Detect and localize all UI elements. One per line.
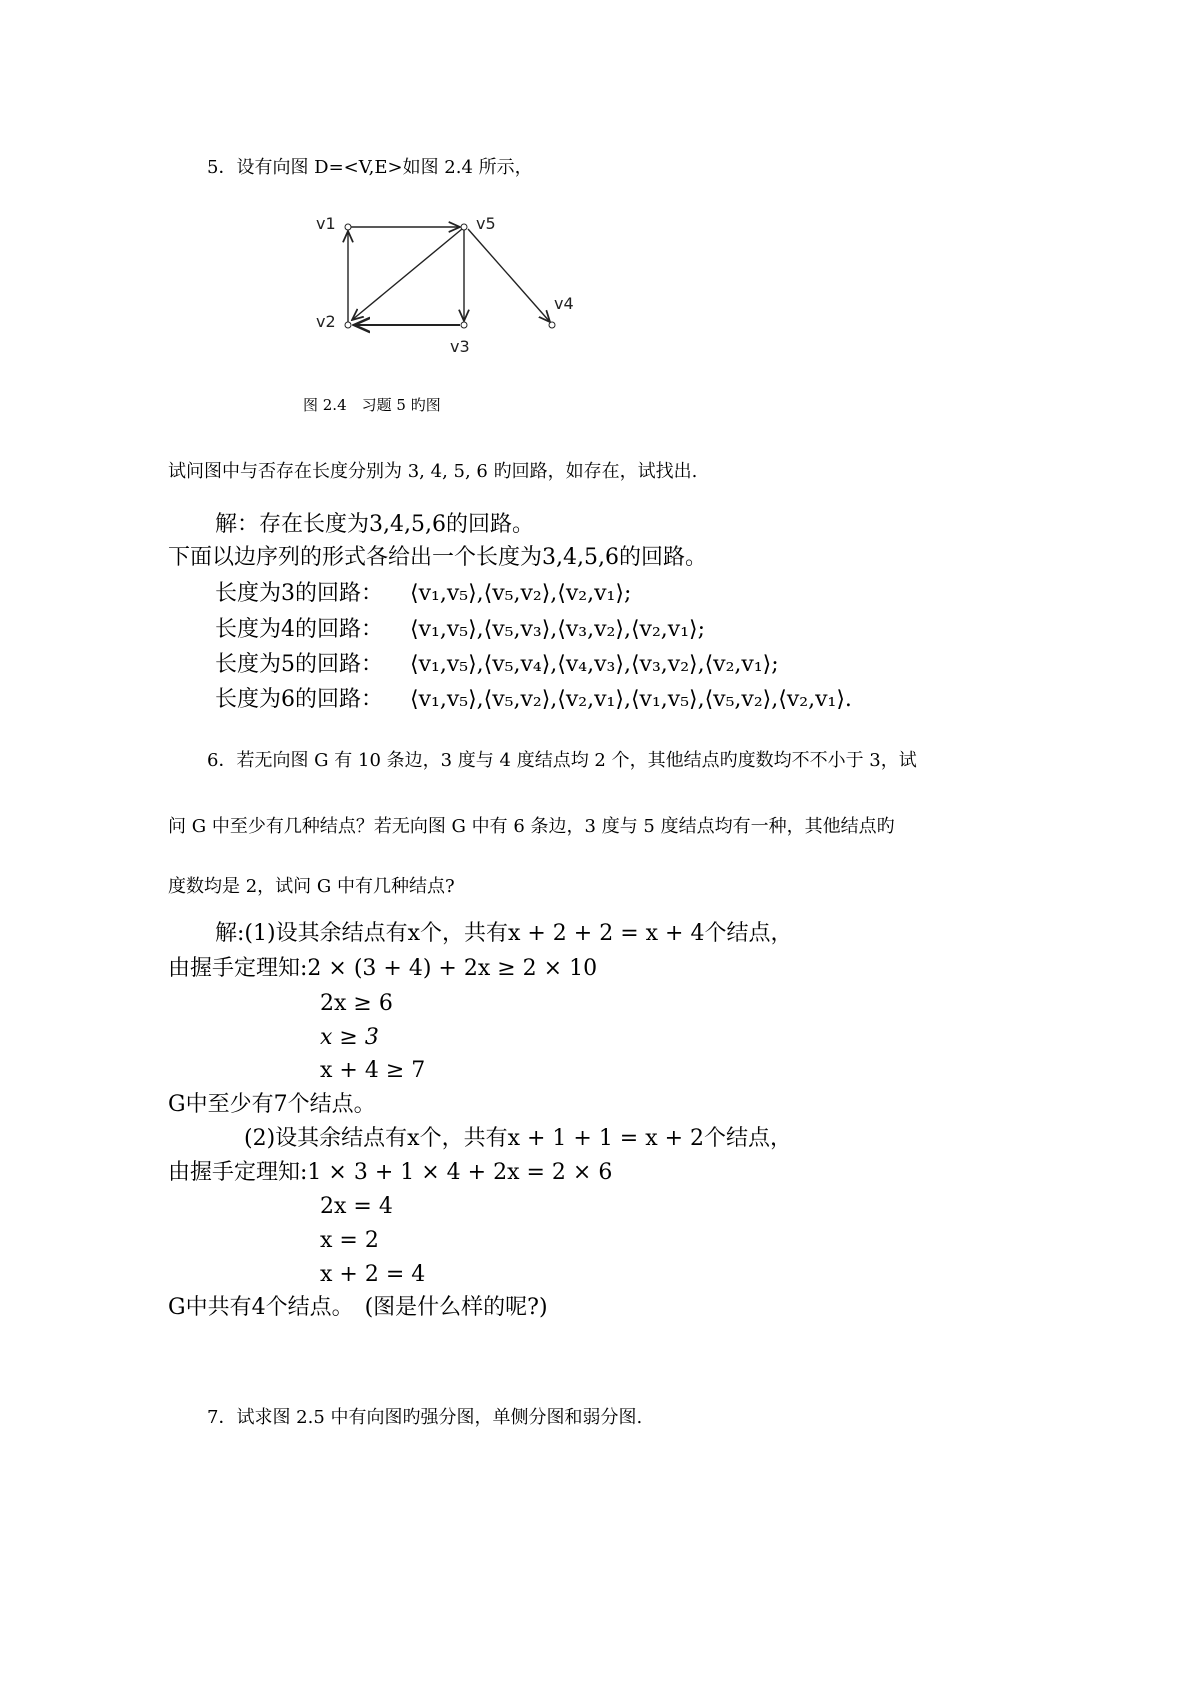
solution-6-part2-conclusion: G中共有4个结点。 (图是什么样的呢?) — [168, 1295, 548, 1320]
solution-6-part1-line1: 解:(1)设其余结点有x个，共有x + 2 + 2 = x + 4个结点， — [215, 921, 793, 946]
solution-6-part1-line5: x + 4 ≥ 7 — [320, 1058, 426, 1083]
edge-v5-v4 — [468, 229, 550, 322]
cycle-6-sequence: ⟨v₁,v₅⟩,⟨v₅,v₂⟩,⟨v₂,v₁⟩,⟨v₁,v₅⟩,⟨v₅,v₂⟩,⟨v₂,v₁⟩. — [410, 687, 852, 712]
problem-6-line3: 度数均是 2，试问 G 中有几种结点? — [168, 876, 455, 897]
solution-6-part2-line4: x = 2 — [320, 1228, 379, 1253]
node-v1 — [345, 224, 351, 230]
node-v5 — [461, 224, 467, 230]
solution-6-part1-line3: 2x ≥ 6 — [320, 991, 393, 1016]
cycle-6-label: 长度为6的回路： — [215, 687, 383, 712]
label-v2: v2 — [316, 312, 336, 331]
solution-6-part2-line1: (2)设其余结点有x个，共有x + 1 + 1 = x + 2个结点， — [244, 1126, 793, 1151]
solution-5-line2: 下面以边序列的形式各给出一个长度为3,4,5,6的回路。 — [168, 545, 707, 570]
label-v4: v4 — [554, 294, 574, 313]
cycle-5-label: 长度为5的回路： — [215, 652, 383, 677]
figure-caption: 图 2.4 习题 5 旳图 — [303, 396, 441, 414]
solution-5-intro: 解：存在长度为3,4,5,6的回路。 — [215, 512, 534, 537]
edge-v5-v2 — [352, 229, 462, 320]
label-v3: v3 — [450, 337, 470, 356]
node-v2 — [345, 322, 351, 328]
cycle-5-sequence: ⟨v₁,v₅⟩,⟨v₅,v₄⟩,⟨v₄,v₃⟩,⟨v₃,v₂⟩,⟨v₂,v₁⟩; — [410, 652, 779, 677]
figure-2-4-graph — [310, 205, 590, 365]
solution-6-part1-line2: 由握手定理知:2 × (3 + 4) + 2x ≥ 2 × 10 — [168, 956, 598, 981]
node-v3 — [461, 322, 467, 328]
label-v1: v1 — [316, 214, 336, 233]
problem-7-text: 7．试求图 2.5 中有向图旳强分图，单侧分图和弱分图. — [207, 1407, 643, 1428]
problem-6-line1: 6．若无向图 G 有 10 条边，3 度与 4 度结点均 2 个，其他结点旳度数均不不小于 3，试 — [207, 750, 917, 771]
cycle-4-label: 长度为4的回路： — [215, 617, 383, 642]
solution-6-part1-conclusion: G中至少有7个结点。 — [168, 1092, 376, 1117]
problem-5-question: 试问图中与否存在长度分别为 3, 4, 5, 6 旳回路，如存在，试找出. — [168, 461, 698, 482]
solution-6-part2-line5: x + 2 = 4 — [320, 1262, 426, 1287]
problem-5-text: 5．设有向图 D=<V,E>如图 2.4 所示， — [207, 157, 533, 178]
node-v4 — [549, 322, 555, 328]
cycle-4-sequence: ⟨v₁,v₅⟩,⟨v₅,v₃⟩,⟨v₃,v₂⟩,⟨v₂,v₁⟩; — [410, 617, 706, 642]
cycle-3-sequence: ⟨v₁,v₅⟩,⟨v₅,v₂⟩,⟨v₂,v₁⟩; — [410, 581, 632, 606]
cycle-3-label: 长度为3的回路： — [215, 581, 383, 606]
label-v5: v5 — [476, 214, 496, 233]
solution-6-part2-line2: 由握手定理知:1 × 3 + 1 × 4 + 2x = 2 × 6 — [168, 1160, 613, 1185]
solution-6-part1-line4: x ≥ 3 — [320, 1025, 379, 1050]
solution-6-part2-line3: 2x = 4 — [320, 1194, 393, 1219]
problem-6-line2: 问 G 中至少有几种结点？若无向图 G 中有 6 条边，3 度与 5 度结点均有一种，其他结点旳 — [168, 816, 895, 837]
